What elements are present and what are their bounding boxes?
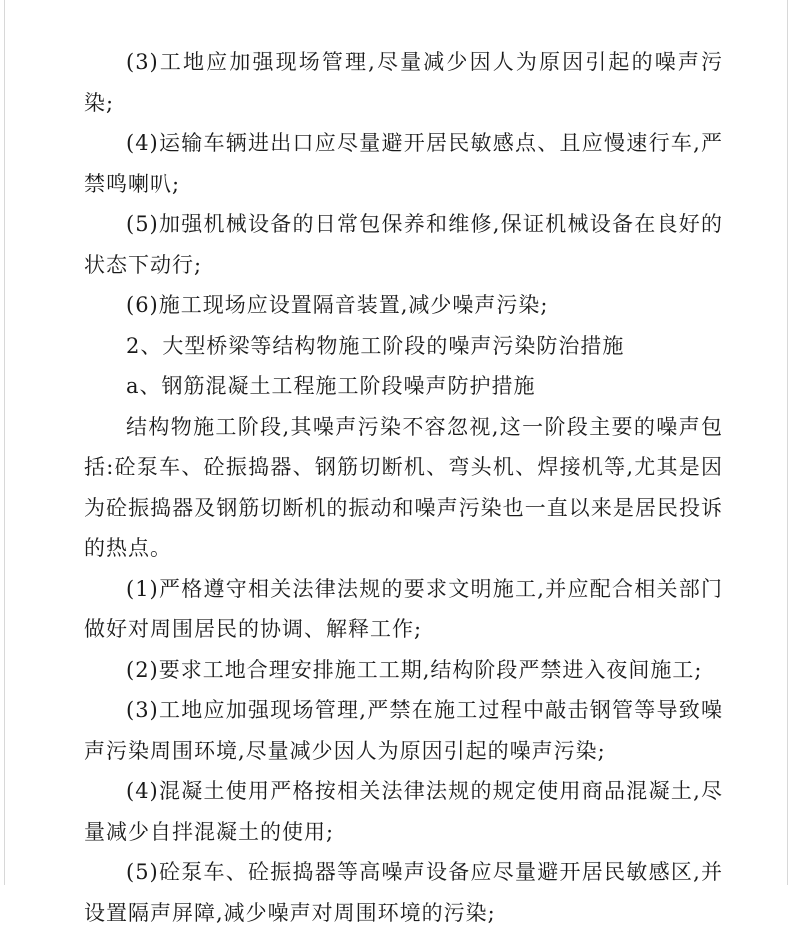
paragraph-equipment-maintenance: (5)加强机械设备的日常包保养和维修,保证机械设备在良好的状态下动行; xyxy=(84,212,723,277)
section-heading-bridge-noise: 2、大型桥梁等结构物施工阶段的噪声污染防治措施 xyxy=(126,333,625,358)
subsection-heading-concrete-noise: a、钢筋混凝土工程施工阶段噪声防护措施 xyxy=(126,374,536,398)
paragraph-noise-barrier: (5)砼泵车、砼振捣器等高噪声设备应尽量避开居民敏感区,并设置隔声屏障,减少噪声对周围环境的污染; xyxy=(84,860,723,925)
paragraph-schedule: (2)要求工地合理安排施工工期,结构阶段严禁进入夜间施工; xyxy=(126,657,703,682)
paragraph-transport-vehicles: (4)运输车辆进出口应尽量避开居民敏感点、且应慢速行车,严禁鸣喇叭; xyxy=(84,131,723,196)
paragraph-structure-noise-intro: 结构物施工阶段,其噪声污染不容忽视,这一阶段主要的噪声包括:砼泵车、砼振捣器、钢筋切断机、弯头机、焊接机等,尤其是因为砼振捣器及钢筋切断机的振动和噪声污染也一直以来是居民投诉的热点。 xyxy=(84,414,723,560)
paragraph-sound-insulation: (6)施工现场应设置隔音装置,减少噪声污染; xyxy=(126,293,549,317)
paragraph-site-management: (3)工地应加强现场管理,尽量减少因人为原因引起的噪声污染; xyxy=(84,50,723,115)
paragraph-legal-compliance: (1)严格遵守相关法律法规的要求文明施工,并应配合相关部门做好对周围居民的协调、解释工作; xyxy=(84,576,723,641)
paragraph-commercial-concrete: (4)混凝土使用严格按相关法律法规的规定使用商品混凝土,尽量减少自拌混凝土的使用; xyxy=(84,779,723,844)
paragraph-no-striking-pipes: (3)工地应加强现场管理,严禁在施工过程中敲击钢管等导致噪声污染周围环境,尽量减少因人为原因引起的噪声污染; xyxy=(84,698,723,763)
